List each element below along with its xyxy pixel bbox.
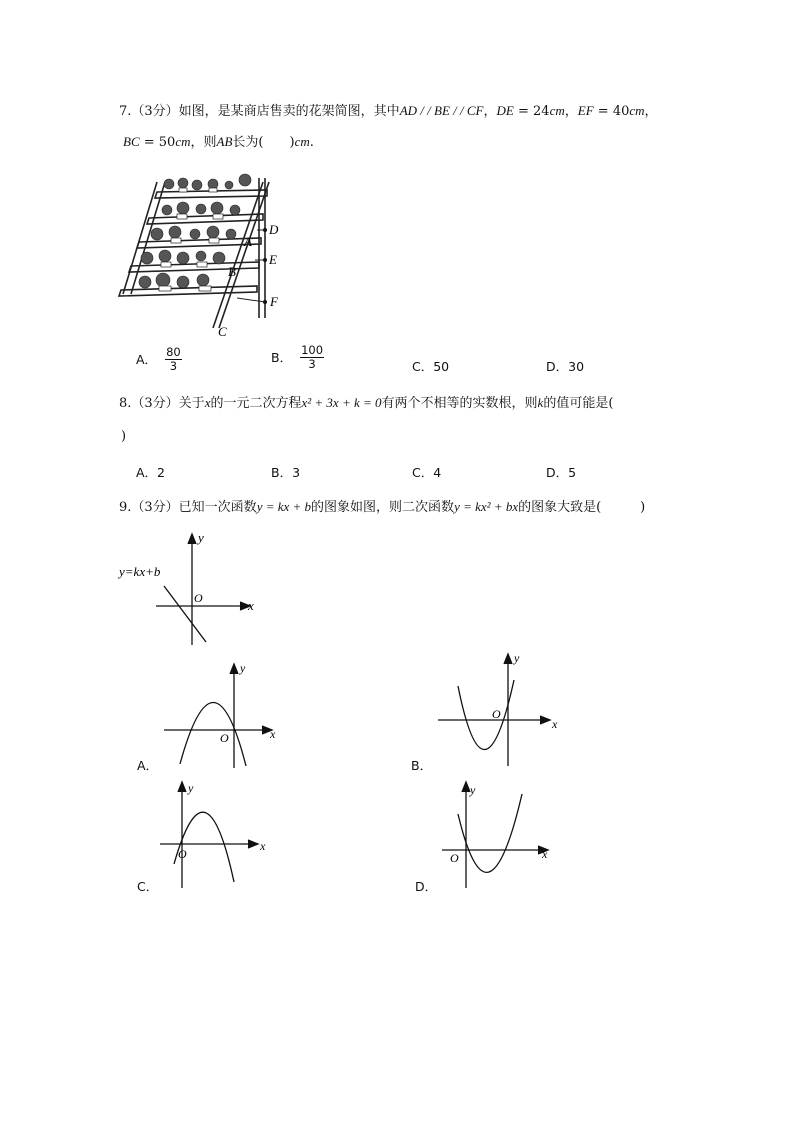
fraction: $\frac{80}{3}$ — [166, 345, 181, 373]
label-d: D — [269, 222, 279, 237]
q7-sep: / / — [449, 103, 467, 118]
q9-line1: 9.（3分）已知一次函数y = kx + b的图象如图，则二次函数y = kx² + bx的图象大致是( ) — [119, 499, 646, 515]
label-b: B — [228, 264, 236, 279]
label-f: F — [270, 294, 278, 309]
q8-option-a[interactable]: A．2 — [136, 465, 166, 480]
q7-line2 — [123, 135, 314, 149]
axis-x-label: x — [552, 717, 558, 731]
origin-label: O — [178, 847, 187, 861]
q7-text: 长为( ) — [232, 135, 295, 150]
q8-option-b[interactable]: B．3 — [271, 465, 301, 480]
q7-option-a[interactable] — [136, 346, 182, 372]
q7-de-val: = 24 — [513, 104, 550, 119]
option-letter: A． — [136, 352, 158, 368]
q7-cm: cm — [549, 103, 565, 118]
q8-option-c[interactable]: C．4 — [412, 465, 442, 480]
option-c-graph[interactable] — [158, 778, 282, 890]
fraction: $\frac{100}{3}$ — [301, 343, 324, 371]
axis-y-label: y — [470, 783, 476, 797]
option-d-graph[interactable] — [436, 780, 560, 890]
label-e: E — [269, 252, 277, 267]
q7-ab: AB — [216, 134, 233, 149]
linear-function-figure — [116, 530, 266, 648]
line-equation-label: y=kx+b — [119, 564, 161, 579]
q7-comma: ， — [564, 104, 578, 119]
q7-cm: cm — [629, 103, 645, 118]
q9-option-a[interactable]: A． — [137, 758, 159, 773]
q7-bc: BC — [123, 134, 140, 149]
q7-ef: EF — [577, 103, 594, 118]
q7-cm: cm — [294, 134, 310, 149]
q8-line2: ) — [121, 429, 127, 444]
flower-shelf-figure — [117, 168, 285, 340]
q9-option-b[interactable]: B． — [411, 758, 433, 773]
option-letter: B． — [271, 350, 293, 366]
axis-y-label: y — [198, 530, 204, 545]
axis-x-label: x — [270, 727, 276, 741]
q7-option-b[interactable] — [271, 344, 324, 370]
q7-cf: CF — [466, 103, 484, 118]
option-a-graph[interactable] — [158, 660, 282, 770]
q7-text: 7.（3分）如图，是某商店售卖的花架简图，其中 — [119, 104, 400, 119]
q7-comma: ， — [644, 104, 658, 119]
q7-bc-val: = 50 — [139, 135, 176, 150]
label-a: A — [244, 234, 252, 249]
axis-x-label: x — [542, 847, 548, 861]
q7-period: . — [309, 135, 314, 150]
q7-comma: ， — [483, 104, 497, 119]
q7-de: DE — [496, 103, 514, 118]
axis-x-label: x — [260, 839, 266, 853]
q7-sep: / / — [417, 103, 435, 118]
axis-y-label: y — [514, 651, 520, 665]
q7-cm: cm — [175, 134, 191, 149]
q9-option-c[interactable]: C． — [137, 879, 159, 894]
label-c: C — [218, 324, 227, 339]
q7-text: ，则 — [190, 135, 217, 150]
q7-ef-val: = 40 — [593, 104, 630, 119]
axis-x-label: x — [248, 598, 254, 613]
q9-option-d[interactable]: D． — [415, 879, 438, 894]
axis-y-label: y — [240, 661, 246, 675]
origin-label: O — [450, 851, 459, 865]
origin-label: O — [194, 591, 203, 605]
q7-option-c[interactable]: C．50 — [412, 359, 450, 374]
q7-be: BE — [434, 103, 450, 118]
q7-option-d[interactable]: D．30 — [546, 359, 585, 374]
option-b-graph[interactable] — [436, 650, 566, 770]
origin-label: O — [492, 707, 501, 721]
origin-label: O — [220, 731, 229, 745]
q7-line1 — [119, 104, 658, 118]
q8-line1: 8.（3分）关于x的一元二次方程x² + 3x + k = 0有两个不相等的实数根，则k的值可能是( — [119, 395, 614, 411]
q7-ad: AD — [399, 103, 418, 118]
axis-y-label: y — [188, 781, 194, 795]
q8-option-d[interactable]: D．5 — [546, 465, 577, 480]
